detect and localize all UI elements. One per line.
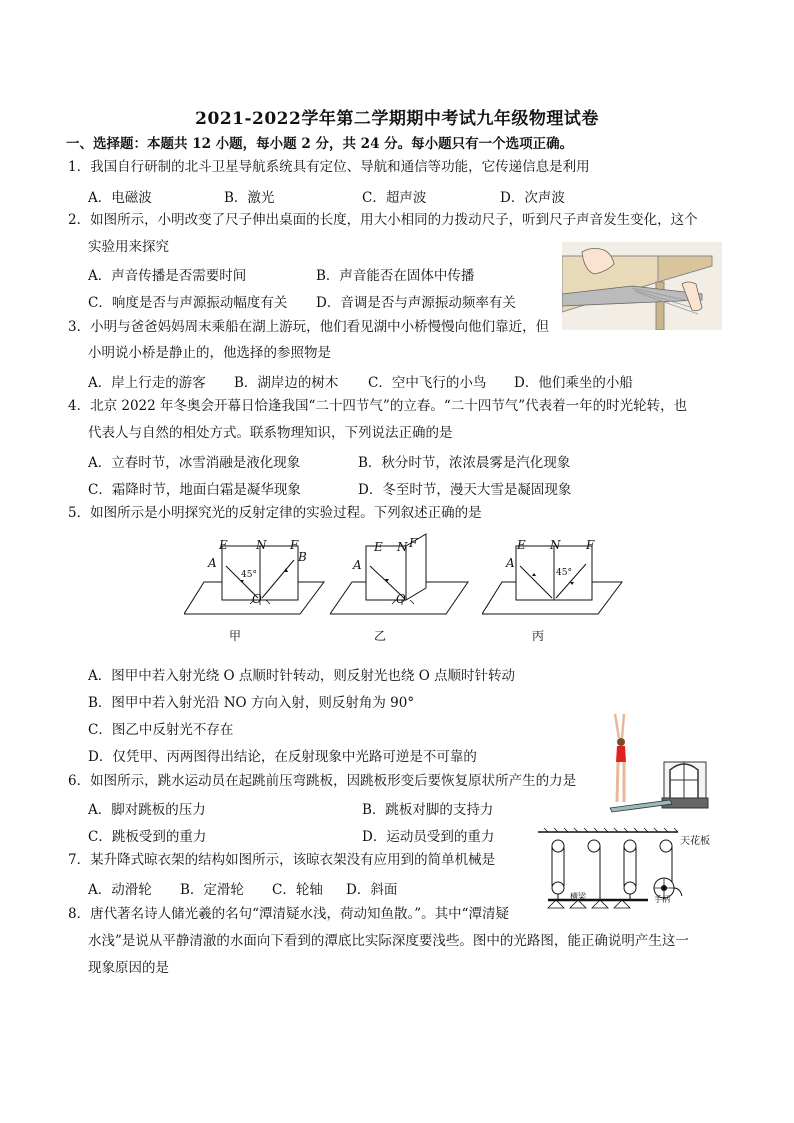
label-n-bing: N — [550, 538, 561, 552]
page-title: 2021-2022学年第二学期期中考试九年级物理试卷 — [195, 109, 599, 129]
q7-option-c: C．轮轴 — [272, 882, 323, 898]
caption-jia: 甲 — [229, 629, 242, 643]
label-angle-jia: 45° — [241, 570, 257, 580]
question-8-stem-line2: 水浅”是说从平静清澈的水面向下看到的潭底比实际深度要浅些。图中的光路图，能正确说明产生这一 — [88, 933, 689, 949]
q4-option-b: B．秋分时节，浓浓晨雾是汽化现象 — [358, 455, 571, 471]
label-n-jia: N — [256, 538, 267, 552]
question-4-stem-line2: 代表人与自然的相处方式。联系物理知识，下列说法正确的是 — [88, 425, 453, 441]
label-e-bing: E — [517, 538, 526, 552]
q3-option-d: D．他们乘坐的小船 — [514, 375, 633, 391]
q7-option-d: D．斜面 — [346, 882, 398, 898]
label-e-jia: E — [219, 538, 228, 552]
question-4-stem-line1: 4．北京 2022 年冬奥会开幕日恰逢我国“二十四节气”的立春。“二十四节气”代表着一年的时光轮转，也 — [68, 398, 688, 414]
q4-option-d: D．冬至时节，漫天大雪是凝固现象 — [358, 482, 572, 498]
label-f-bing: F — [586, 538, 595, 552]
q5-option-c: C．图乙中反射光不存在 — [88, 722, 234, 738]
q2-option-b: B．声音能否在固体中传播 — [316, 268, 475, 284]
label-n-yi: N — [397, 540, 408, 554]
q6-option-b: B．跳板对脚的支持力 — [362, 802, 494, 818]
label-o-yi: O — [396, 592, 406, 606]
question-8-stem-line1: 8．唐代著名诗人储光羲的名句“潭清疑水浅，荷动知鱼散。”。其中“潭清疑 — [68, 906, 510, 922]
label-ceiling: 天花板 — [680, 836, 710, 847]
ruler-figure — [562, 242, 722, 330]
q3-option-b: B．湖岸边的树木 — [234, 375, 339, 391]
question-8-stem-line3: 现象原因的是 — [88, 960, 169, 976]
diver-figure — [600, 712, 712, 824]
label-o-jia: O — [252, 592, 262, 606]
label-f-jia: F — [290, 538, 299, 552]
label-e-yi: E — [374, 540, 383, 554]
q2-option-d: D．音调是否与声源振动频率有关 — [316, 295, 516, 311]
question-5-stem: 5．如图所示是小明探究光的反射定律的实验过程。下列叙述正确的是 — [68, 505, 482, 521]
question-2-stem-line2: 实验用来探究 — [88, 239, 169, 255]
q7-option-a: A．动滑轮 — [88, 882, 152, 898]
q6-option-c: C．跳板受到的重力 — [88, 829, 207, 845]
q1-option-b: B．激光 — [224, 190, 275, 206]
question-1-stem: 1．我国自行研制的北斗卫星导航系统具有定位、导航和通信等功能，它传递信息是利用 — [68, 159, 590, 175]
question-6-stem: 6．如图所示，跳水运动员在起跳前压弯跳板，因跳板形变后要恢复原状所产生的力是 — [68, 773, 577, 789]
question-7-stem: 7．某升降式晾衣架的结构如图所示，该晾衣架没有应用到的简单机械是 — [68, 852, 496, 868]
q1-option-c: C．超声波 — [362, 190, 427, 206]
q1-option-a: A．电磁波 — [88, 190, 152, 206]
q3-option-c: C．空中飞行的小鸟 — [368, 375, 487, 391]
q2-option-a: A．声音传播是否需要时间 — [88, 268, 247, 284]
label-rod: 横梁 — [570, 892, 586, 901]
q3-option-a: A．岸上行走的游客 — [88, 375, 206, 391]
q6-option-a: A．脚对跳板的压力 — [88, 802, 206, 818]
question-3-stem-line1: 3．小明与爸爸妈妈周末乘船在湖上游玩，他们看见湖中小桥慢慢向他们靠近，但 — [68, 319, 550, 335]
label-angle-bing: 45° — [556, 568, 572, 578]
q6-option-d: D．运动员受到的重力 — [362, 829, 495, 845]
caption-bing: 丙 — [532, 629, 545, 643]
q2-option-c: C．响度是否与声源振动幅度有关 — [88, 295, 288, 311]
q5-option-b: B．图甲中若入射光沿 NO 方向入射，则反射角为 90° — [88, 695, 415, 711]
question-2-stem-line1: 2．如图所示，小明改变了尺子伸出桌面的长度，用大小相同的力拨动尺子，听到尺子声音发生变化，这个 — [68, 212, 698, 228]
label-a-bing: A — [506, 556, 515, 570]
question-3-stem-line2: 小明说小桥是静止的，他选择的参照物是 — [88, 345, 331, 361]
caption-yi: 乙 — [374, 629, 387, 643]
label-a-jia: A — [208, 556, 217, 570]
section-heading: 一、选择题：本题共 12 小题，每小题 2 分，共 24 分。每小题只有一个选项正确。 — [66, 136, 574, 152]
q5-option-d: D．仅凭甲、丙两图得出结论，在反射现象中光路可逆是不可靠的 — [88, 749, 477, 765]
q7-option-b: B．定滑轮 — [180, 882, 244, 898]
q4-option-a: A．立春时节，冰雪消融是液化现象 — [88, 455, 301, 471]
label-b-jia: B — [298, 550, 307, 564]
label-a-yi: A — [353, 558, 362, 572]
q4-option-c: C．霜降时节，地面白霜是凝华现象 — [88, 482, 301, 498]
q1-option-d: D．次声波 — [500, 190, 565, 206]
label-handle: 手柄 — [654, 895, 670, 904]
q5-option-a: A．图甲中若入射光绕 O 点顺时针转动，则反射光也绕 O 点顺时针转动 — [88, 668, 516, 684]
label-f-yi: F — [409, 536, 418, 550]
